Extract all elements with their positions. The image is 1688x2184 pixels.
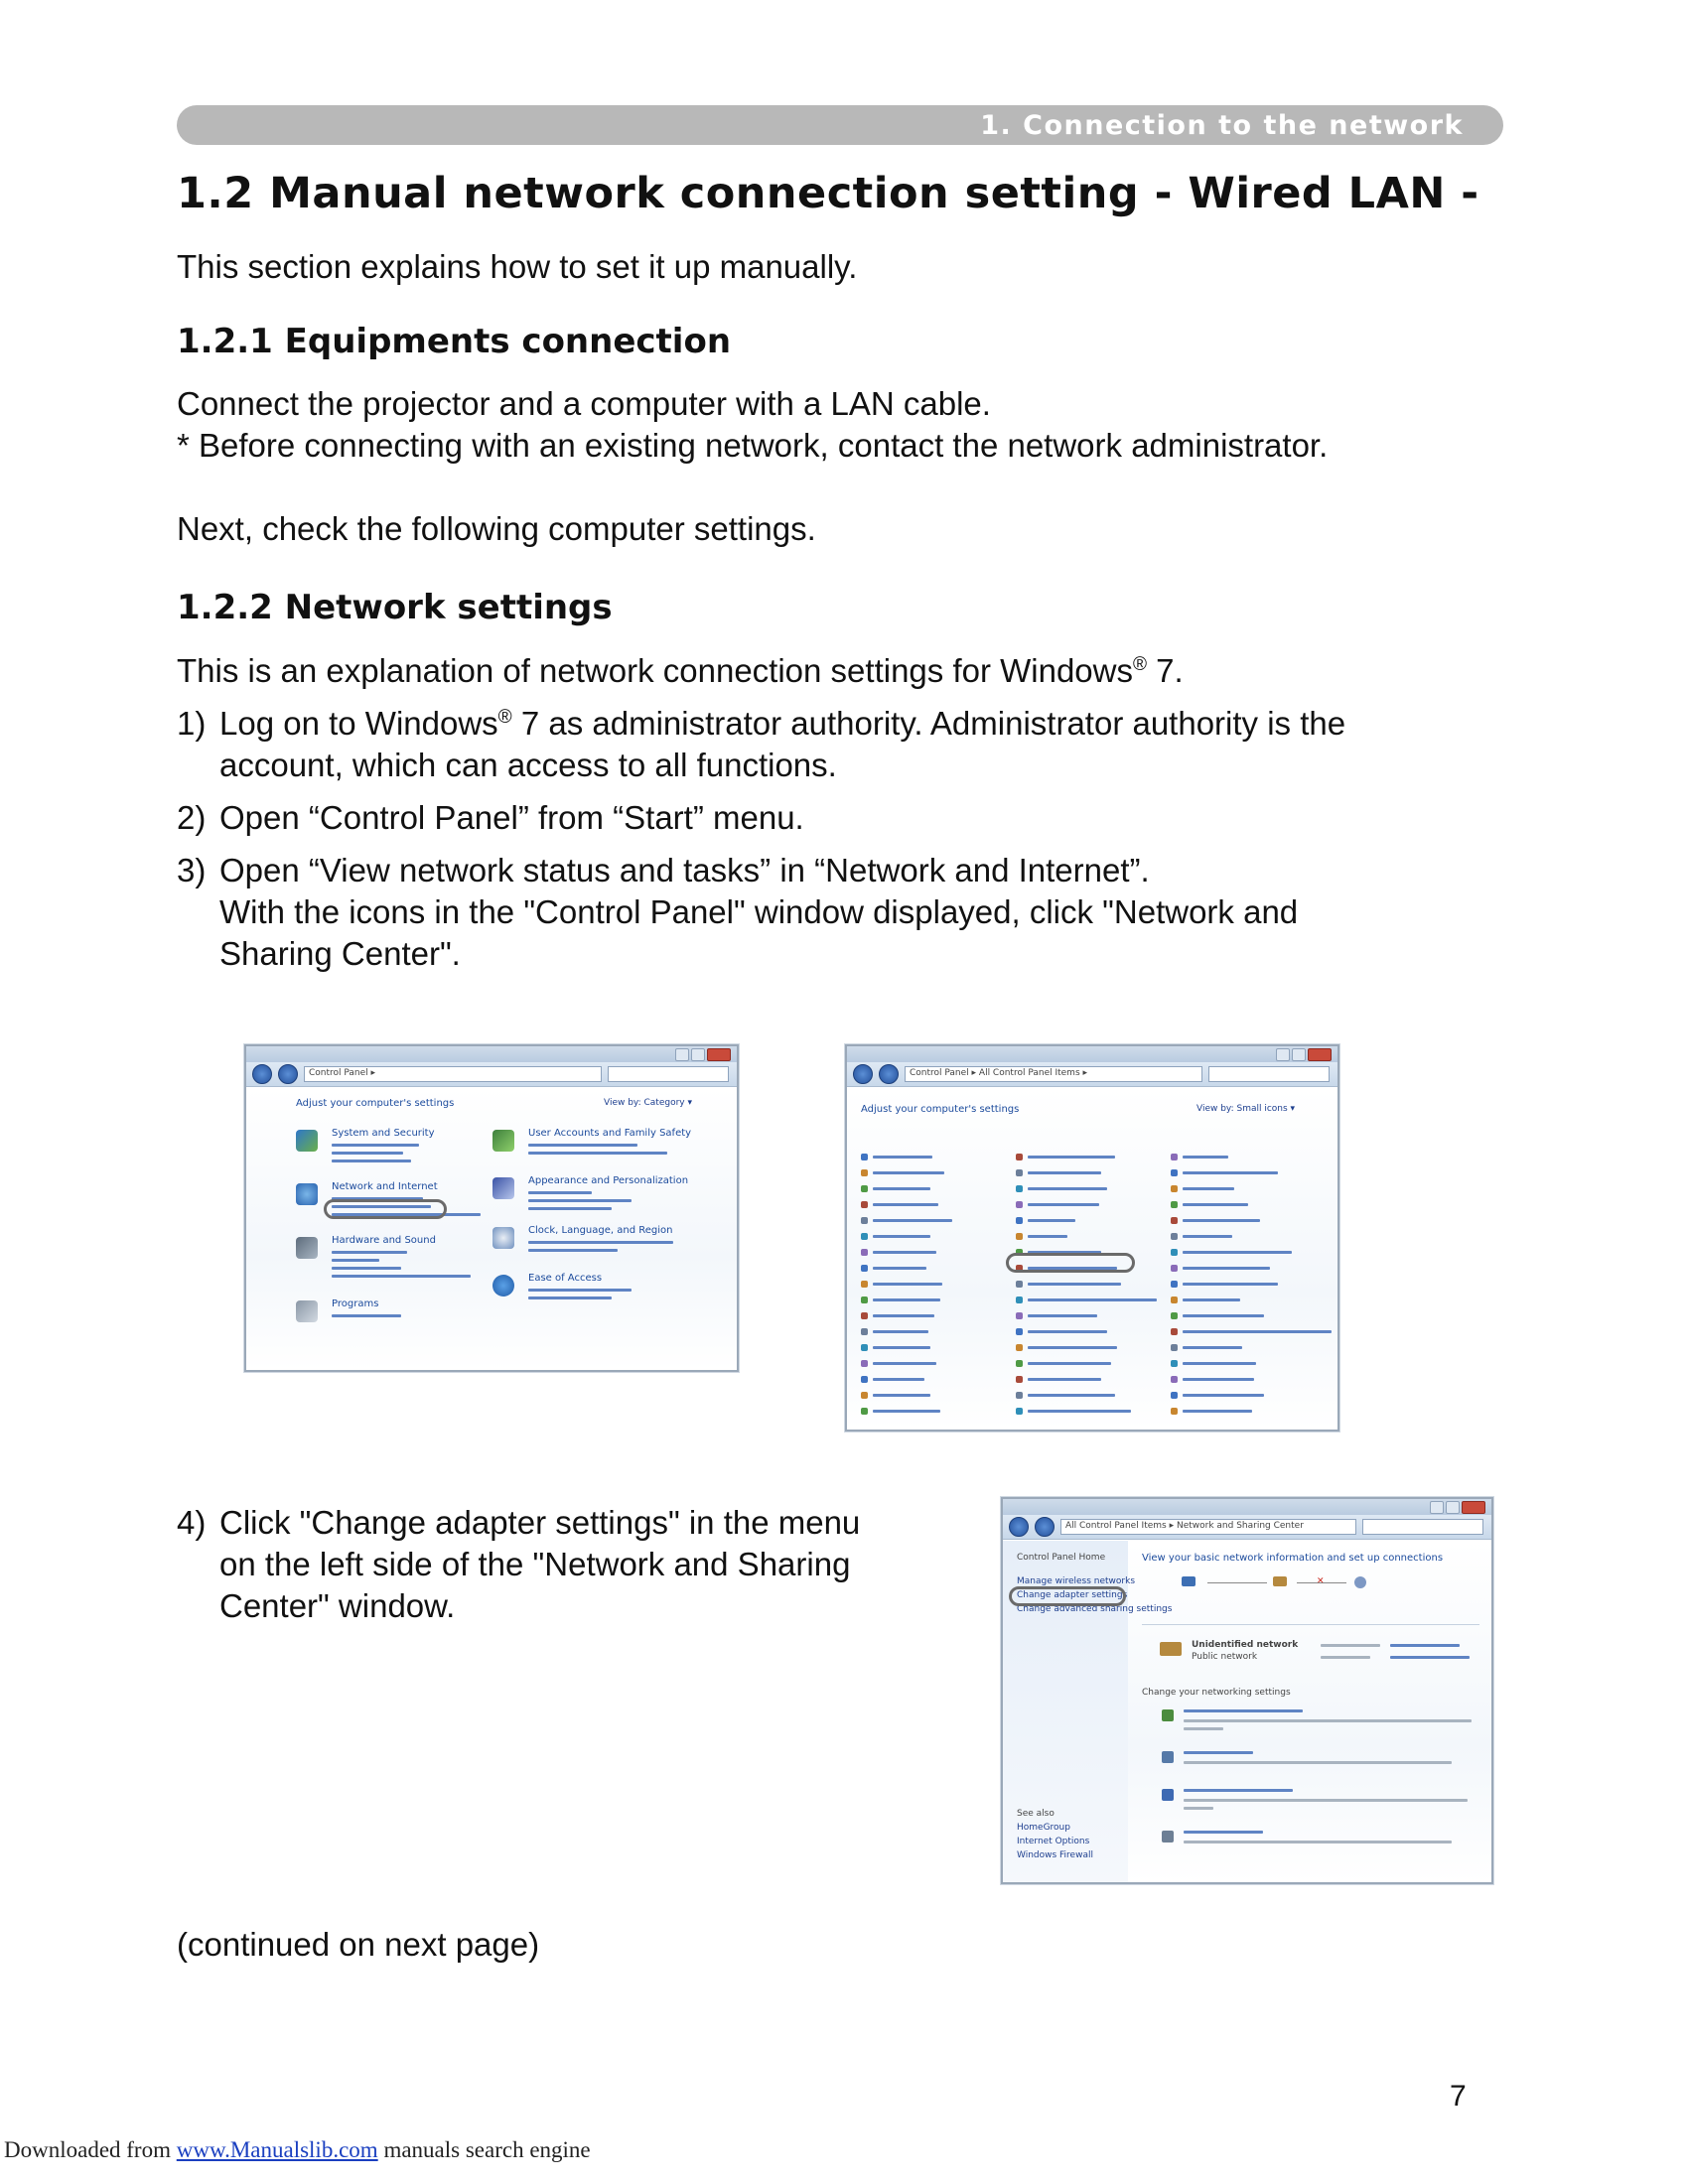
control-panel-item-icon bbox=[1171, 1201, 1178, 1208]
network-sharing-center-screenshot: All Control Panel Items ▸ Network and Sharing Center Control Panel Home Manage wireless networks Change adapter settings Change advanced sharing settings See also HomeGroup Internet Options Windows Firewall View your basic network information and set up connections ✕ Unidentified network Public network Change your networking settings bbox=[1001, 1497, 1493, 1884]
search-input bbox=[1208, 1066, 1330, 1082]
control-panel-item-label bbox=[1028, 1330, 1107, 1333]
equipment-line-1: Connect the projector and a computer with a LAN cable. bbox=[177, 385, 991, 422]
control-panel-item-icon bbox=[1016, 1344, 1023, 1351]
control-panel-item-label bbox=[1183, 1362, 1256, 1365]
control-panel-icons-screenshot: Control Panel ▸ All Control Panel Items ▸ Adjust your computer's settings View by: Small icons ▾ bbox=[845, 1044, 1339, 1432]
control-panel-item-icon bbox=[1016, 1233, 1023, 1240]
control-panel-item-label bbox=[873, 1267, 926, 1270]
intro-text: This section explains how to set it up manually. bbox=[177, 248, 858, 285]
control-panel-item-label bbox=[873, 1235, 930, 1238]
control-panel-item-label bbox=[873, 1283, 942, 1286]
highlight-ring bbox=[1006, 1253, 1135, 1273]
control-panel-item-label bbox=[873, 1314, 934, 1317]
control-panel-item-label bbox=[1183, 1171, 1278, 1174]
control-panel-item-label bbox=[1183, 1283, 1278, 1286]
control-panel-item-label bbox=[1183, 1394, 1264, 1397]
control-panel-item-icon bbox=[1016, 1281, 1023, 1288]
control-panel-item-label bbox=[1028, 1171, 1101, 1174]
control-panel-item-label bbox=[1028, 1156, 1115, 1159]
control-panel-item-icon bbox=[861, 1297, 868, 1303]
control-panel-item-label bbox=[1028, 1314, 1097, 1317]
control-panel-item-icon bbox=[1171, 1169, 1178, 1176]
control-panel-item-label bbox=[1183, 1203, 1248, 1206]
control-panel-item-label bbox=[873, 1203, 938, 1206]
control-panel-item-label bbox=[873, 1362, 936, 1365]
control-panel-item-label bbox=[1183, 1314, 1264, 1317]
control-panel-item-label bbox=[1183, 1267, 1270, 1270]
network-icon bbox=[1273, 1576, 1287, 1586]
control-panel-item-icon bbox=[861, 1201, 868, 1208]
control-panel-item-icon bbox=[1016, 1169, 1023, 1176]
homegroup-icon bbox=[1162, 1789, 1174, 1801]
control-panel-item-icon bbox=[1171, 1217, 1178, 1224]
troubleshoot-icon bbox=[1162, 1831, 1174, 1843]
control-panel-item-icon bbox=[1016, 1185, 1023, 1192]
control-panel-item-icon bbox=[1016, 1376, 1023, 1383]
control-panel-item-label bbox=[873, 1251, 936, 1254]
control-panel-item-label bbox=[1183, 1251, 1292, 1254]
step-3: 3) Open “View network status and tasks” in “Network and Internet”. bbox=[177, 852, 1150, 888]
page-number: 7 bbox=[1450, 2080, 1467, 2113]
control-panel-item-label bbox=[1183, 1156, 1228, 1159]
search-input bbox=[608, 1066, 729, 1082]
control-panel-item-label bbox=[873, 1156, 932, 1159]
network-intro: This is an explanation of network connection settings for Windows® 7. bbox=[177, 652, 1184, 689]
control-panel-item-label bbox=[873, 1219, 952, 1222]
control-panel-item-icon bbox=[1016, 1154, 1023, 1160]
step-4-cont-2: Center" window. bbox=[219, 1587, 456, 1624]
control-panel-item-icon bbox=[1171, 1297, 1178, 1303]
control-panel-item-icon bbox=[1171, 1360, 1178, 1367]
step-3-cont-2: Sharing Center". bbox=[219, 935, 461, 972]
control-panel-item-label bbox=[1183, 1219, 1260, 1222]
control-panel-item-icon bbox=[861, 1344, 868, 1351]
step-3-cont-1: With the icons in the "Control Panel" window displayed, click "Network and bbox=[219, 893, 1299, 930]
control-panel-item-icon bbox=[1171, 1312, 1178, 1319]
network-bench-icon bbox=[1160, 1642, 1182, 1656]
back-icon bbox=[853, 1064, 873, 1084]
control-panel-item-label bbox=[873, 1378, 924, 1381]
clock-language-icon bbox=[492, 1227, 514, 1249]
control-panel-item-label bbox=[1183, 1346, 1242, 1349]
control-panel-item-icon bbox=[861, 1233, 868, 1240]
control-panel-item-icon bbox=[861, 1154, 868, 1160]
user-accounts-icon bbox=[492, 1130, 514, 1152]
step-2: 2) Open “Control Panel” from “Start” menu. bbox=[177, 799, 804, 836]
section-label: 1. Connection to the network bbox=[980, 110, 1464, 141]
control-panel-item-icon bbox=[1171, 1249, 1178, 1256]
control-panel-item-icon bbox=[1171, 1344, 1178, 1351]
heading-network-settings: 1.2.2 Network settings bbox=[177, 588, 613, 627]
control-panel-item-icon bbox=[861, 1376, 868, 1383]
control-panel-item-label bbox=[1028, 1235, 1067, 1238]
control-panel-item-label bbox=[873, 1298, 940, 1301]
control-panel-item-label bbox=[1028, 1394, 1115, 1397]
control-panel-item-icon bbox=[861, 1217, 868, 1224]
highlight-ring bbox=[324, 1199, 447, 1219]
control-panel-category-screenshot: Control Panel ▸ Adjust your computer's settings View by: Category ▾ System and Security Network and Internet Hardware and Sound Programs User Accounts and Family Safety Appearance and Personalization Clock, Language, and Region Ease of Access bbox=[244, 1044, 739, 1372]
control-panel-item-icon bbox=[1171, 1281, 1178, 1288]
control-panel-item-label bbox=[1183, 1378, 1254, 1381]
internet-globe-icon bbox=[1354, 1576, 1366, 1588]
control-panel-item-icon bbox=[1171, 1154, 1178, 1160]
control-panel-item-label bbox=[873, 1330, 928, 1333]
control-panel-item-label bbox=[1028, 1410, 1131, 1413]
control-panel-item-label bbox=[873, 1394, 930, 1397]
control-panel-item-label bbox=[1183, 1330, 1332, 1333]
control-panel-item-label bbox=[1028, 1283, 1121, 1286]
step-1: 1) Log on to Windows® 7 as administrator authority. Administrator authority is the bbox=[177, 705, 1346, 742]
control-panel-item-label bbox=[873, 1171, 944, 1174]
control-panel-item-icon bbox=[1016, 1297, 1023, 1303]
forward-icon bbox=[278, 1064, 298, 1084]
header-band bbox=[177, 105, 1503, 145]
computer-icon bbox=[1182, 1576, 1196, 1586]
step-4-cont-1: on the left side of the "Network and Sharing bbox=[219, 1546, 851, 1582]
control-panel-item-label bbox=[873, 1346, 930, 1349]
appearance-icon bbox=[492, 1177, 514, 1199]
step-4: 4) Click "Change adapter settings" in the menu bbox=[177, 1504, 861, 1541]
back-icon bbox=[1009, 1517, 1029, 1537]
control-panel-item-icon bbox=[861, 1249, 868, 1256]
footer: Downloaded from www.Manualslib.com manuals search engine bbox=[4, 2137, 591, 2162]
network-internet-icon bbox=[296, 1183, 318, 1205]
control-panel-item-label bbox=[1028, 1362, 1111, 1365]
forward-icon bbox=[879, 1064, 899, 1084]
control-panel-item-icon bbox=[1171, 1185, 1178, 1192]
control-panel-item-label bbox=[1183, 1235, 1232, 1238]
control-panel-item-icon bbox=[1016, 1392, 1023, 1399]
control-panel-item-icon bbox=[1171, 1233, 1178, 1240]
control-panel-item-icon bbox=[1016, 1360, 1023, 1367]
control-panel-item-label bbox=[873, 1410, 940, 1413]
control-panel-item-label bbox=[1028, 1346, 1117, 1349]
control-panel-item-icon bbox=[861, 1312, 868, 1319]
control-panel-item-icon bbox=[1016, 1201, 1023, 1208]
hardware-sound-icon bbox=[296, 1237, 318, 1259]
programs-icon bbox=[296, 1300, 318, 1322]
control-panel-item-icon bbox=[861, 1265, 868, 1272]
step-1-cont: account, which can access to all functions. bbox=[219, 747, 837, 783]
setup-connection-icon bbox=[1162, 1709, 1174, 1721]
control-panel-item-label bbox=[1028, 1219, 1075, 1222]
control-panel-item-label bbox=[1183, 1298, 1240, 1301]
connect-network-icon bbox=[1162, 1751, 1174, 1763]
equipment-line-2: * Before connecting with an existing network, contact the network administrator. bbox=[177, 427, 1329, 464]
control-panel-item-label bbox=[1183, 1187, 1234, 1190]
control-panel-item-icon bbox=[861, 1408, 868, 1415]
control-panel-item-icon bbox=[1016, 1217, 1023, 1224]
equipment-line-3: Next, check the following computer settings. bbox=[177, 510, 816, 547]
control-panel-item-icon bbox=[1016, 1312, 1023, 1319]
manualslib-link[interactable]: www.Manualslib.com bbox=[176, 2137, 378, 2162]
forward-icon bbox=[1035, 1517, 1055, 1537]
continued-note: (continued on next page) bbox=[177, 1926, 540, 1963]
control-panel-item-icon bbox=[1016, 1408, 1023, 1415]
control-panel-item-label bbox=[1183, 1410, 1252, 1413]
control-panel-item-label bbox=[1028, 1298, 1157, 1301]
system-security-icon bbox=[296, 1130, 318, 1152]
control-panel-item-icon bbox=[1171, 1328, 1178, 1335]
search-input bbox=[1362, 1519, 1483, 1535]
control-panel-item-label bbox=[1028, 1203, 1099, 1206]
control-panel-item-icon bbox=[1171, 1392, 1178, 1399]
control-panel-item-icon bbox=[1016, 1328, 1023, 1335]
page-title: 1.2 Manual network connection setting - Wired LAN - bbox=[177, 169, 1479, 218]
control-panel-item-icon bbox=[861, 1360, 868, 1367]
control-panel-item-icon bbox=[861, 1281, 868, 1288]
control-panel-item-icon bbox=[1171, 1408, 1178, 1415]
control-panel-item-icon bbox=[1171, 1265, 1178, 1272]
control-panel-item-label bbox=[1028, 1378, 1101, 1381]
control-panel-item-icon bbox=[861, 1328, 868, 1335]
control-panel-item-label bbox=[873, 1187, 930, 1190]
heading-equipments-connection: 1.2.1 Equipments connection bbox=[177, 322, 732, 361]
control-panel-item-icon bbox=[861, 1169, 868, 1176]
control-panel-item-icon bbox=[1171, 1376, 1178, 1383]
back-icon bbox=[252, 1064, 272, 1084]
ease-of-access-icon bbox=[492, 1275, 514, 1297]
control-panel-item-label bbox=[1028, 1187, 1107, 1190]
control-panel-item-icon bbox=[861, 1185, 868, 1192]
control-panel-item-icon bbox=[861, 1392, 868, 1399]
highlight-ring bbox=[1009, 1586, 1126, 1606]
